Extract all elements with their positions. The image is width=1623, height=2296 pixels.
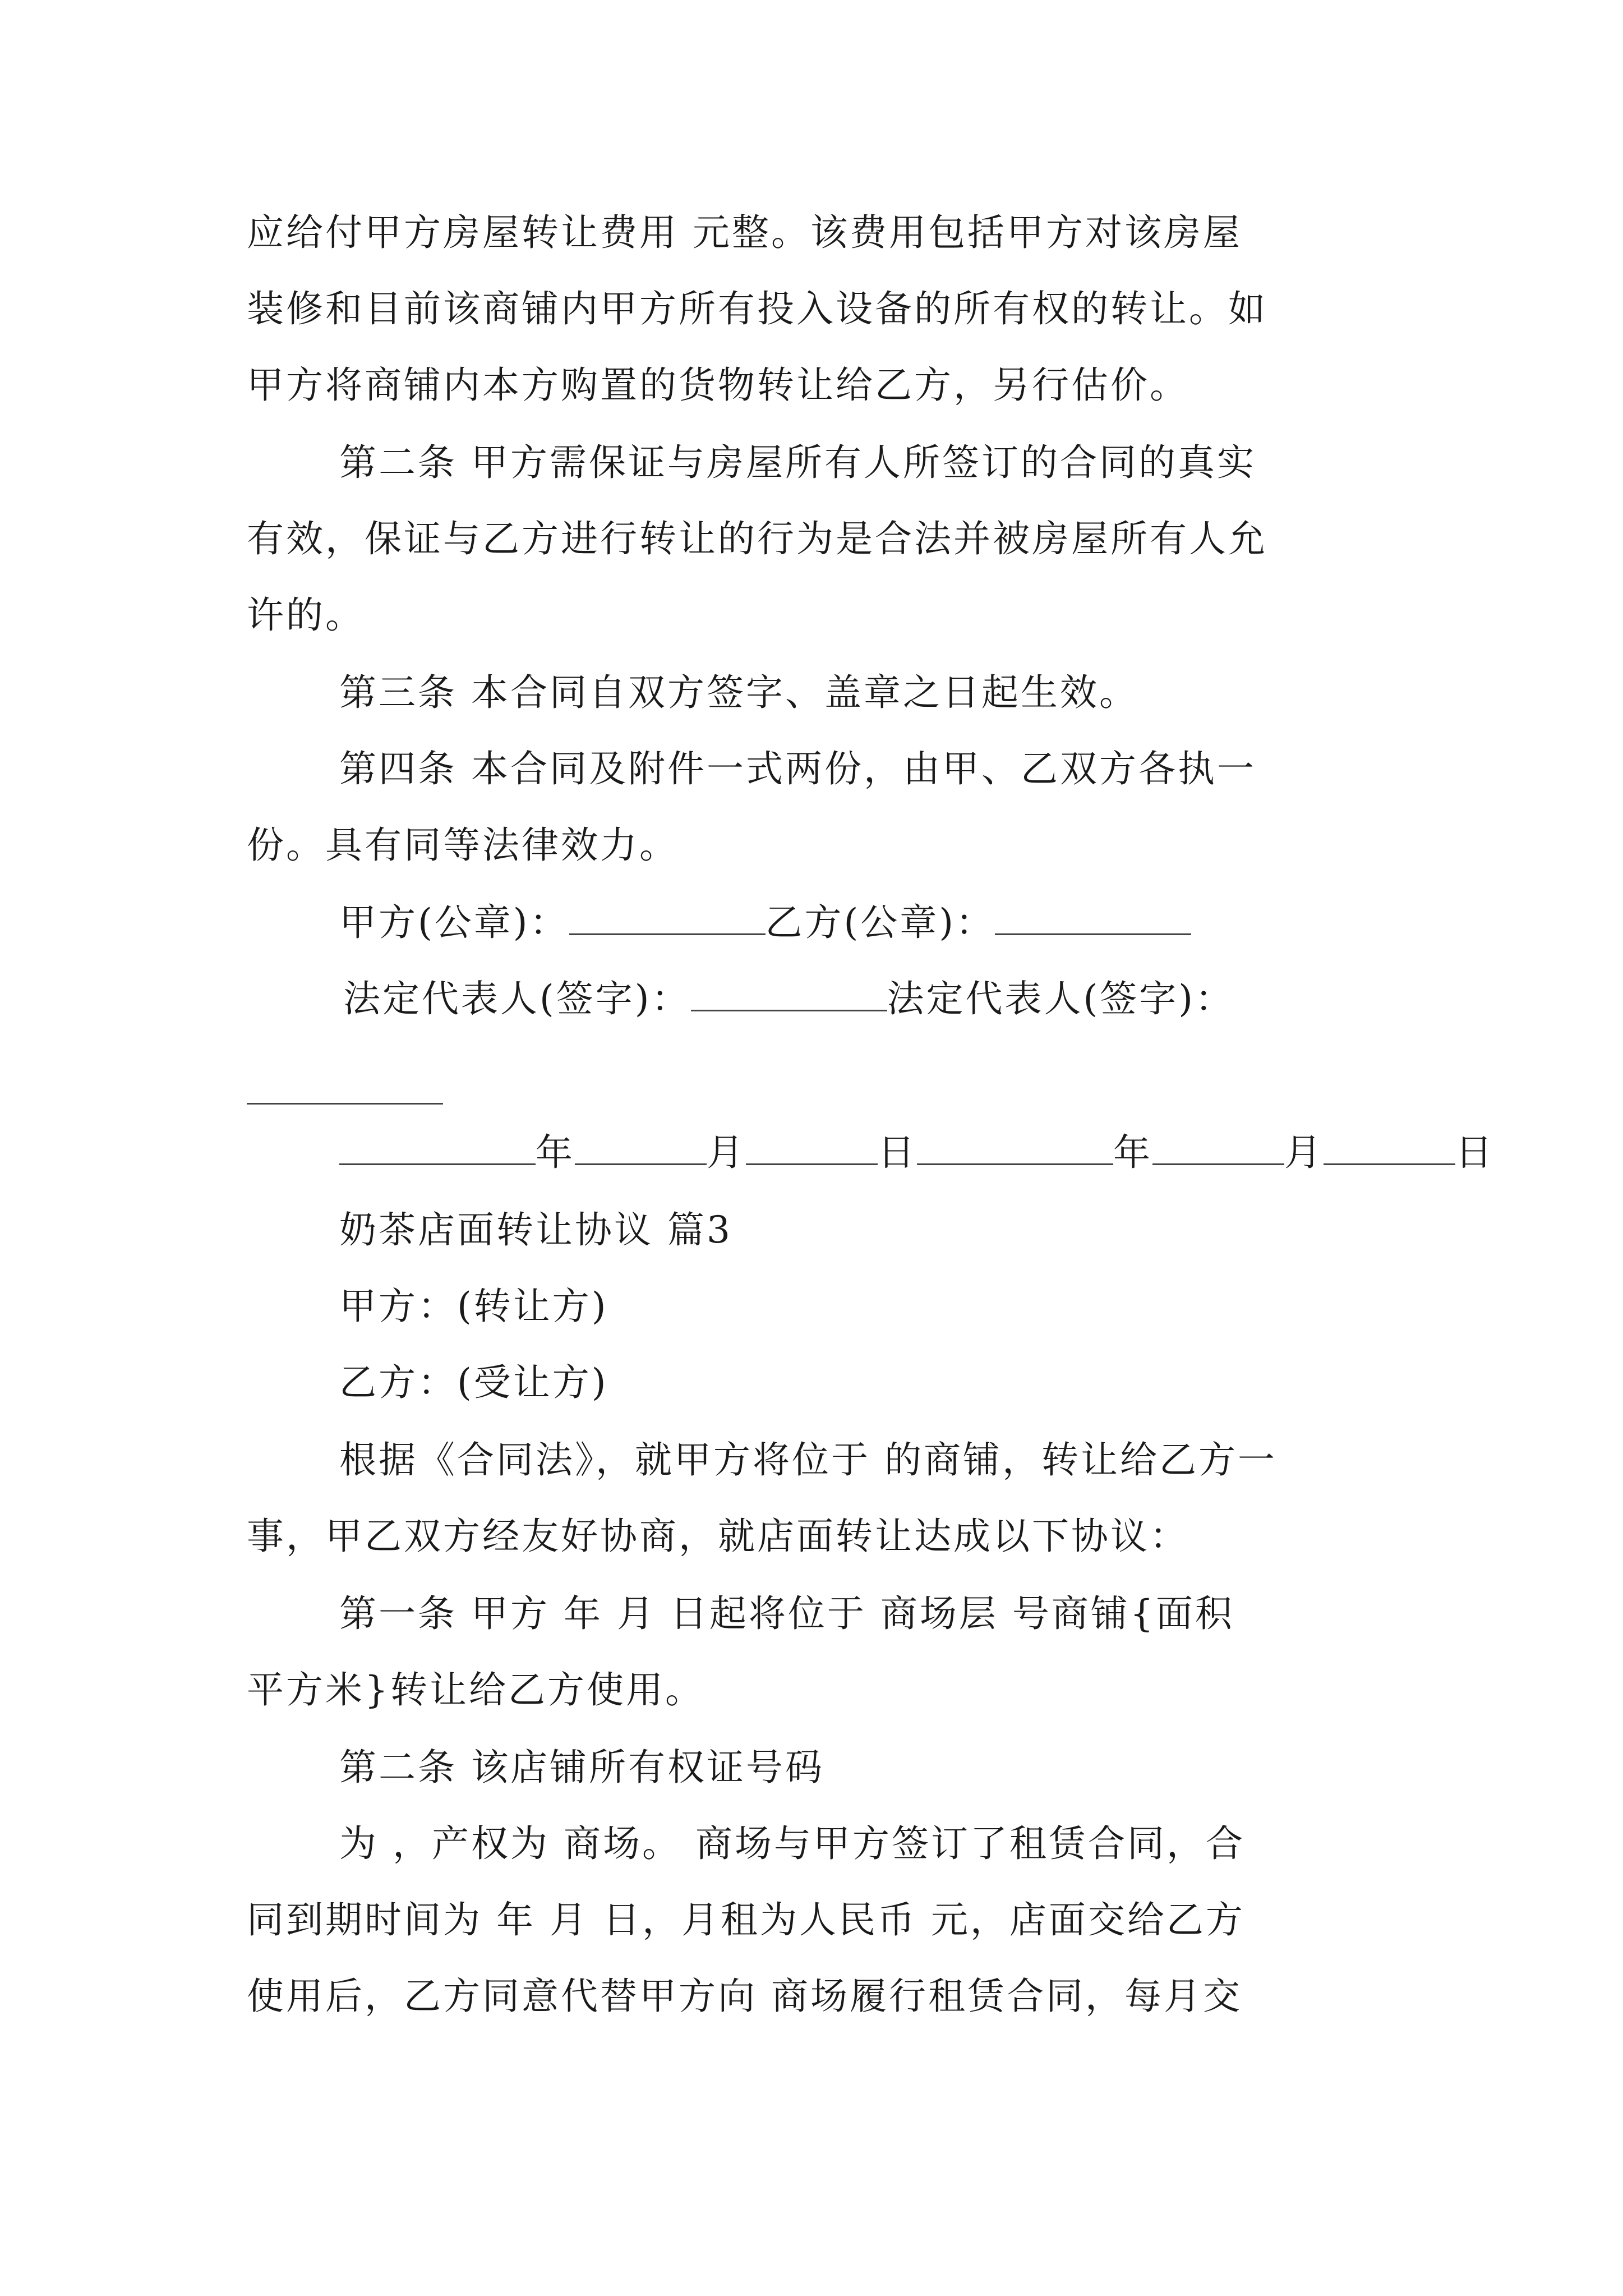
day-a-label: 日 [878,1131,917,1174]
paragraph-line: 甲方将商铺内本方购置的货物转让给乙方，另行估价。 [247,364,1189,407]
article-4-line: 第四条 本合同及附件一式两份，由甲、乙双方各执一 [339,747,1256,790]
paragraph-line: 事，甲乙双方经友好协商，就店面转让达成以下协议： [247,1515,1189,1558]
day-a-blank [746,1129,878,1165]
party-a-seal-blank [569,899,766,935]
section-heading: 奶茶店面转让协议 篇3 [339,1208,732,1251]
paragraph-line: 使用后，乙方同意代替甲方向 商场履行租赁合同，每月交 [247,1975,1242,2018]
month-a-label: 月 [707,1131,746,1174]
year-b-blank [917,1129,1113,1165]
party-a-line: 甲方：(转让方) [339,1285,608,1328]
article-2-line: 第二条 甲方需保证与房屋所有人所签订的合同的真实 [339,441,1256,484]
year-a-blank [339,1129,536,1165]
paragraph-line: 许的。 [247,593,365,637]
party-a-seal-label: 甲方(公章)： [339,901,569,944]
paragraph-line: 平方米}转让给乙方使用。 [247,1668,704,1711]
paragraph-line: 同到期时间为 年 月 日，月租为人民币 元，店面交给乙方 [247,1898,1245,1941]
paragraph-line: 有效，保证与乙方进行转让的行为是合法并被房屋所有人允 [247,517,1267,560]
paragraph-line: 份。具有同等法律效力。 [247,823,679,867]
year-b-label: 年 [1113,1131,1152,1174]
rep-a-blank [691,975,887,1011]
year-a-label: 年 [536,1131,575,1174]
paragraph-line: 应给付甲方房屋转让费用 元整。该费用包括甲方对该房屋 [247,211,1242,254]
article-3-line: 第三条 本合同自双方签字、盖章之日起生效。 [339,671,1138,714]
paragraph-line: 为 ，产权为 商场。 商场与甲方签订了租赁合同，合 [339,1822,1245,1865]
rep-b-label: 法定代表人(签字)： [887,977,1234,1020]
preamble-line: 根据《合同法》，就甲方将位于 的商铺，转让给乙方一 [339,1438,1277,1481]
date-line [339,1128,1495,1178]
rep-b-blank [247,1103,443,1105]
seal-line [339,898,1380,948]
month-a-blank [575,1129,707,1165]
month-b-blank [1152,1129,1284,1165]
paragraph-line: 装修和目前该商铺内甲方所有投入设备的所有权的转让。如 [247,287,1267,330]
article-2b-line: 第二条 该店铺所有权证号码 [339,1746,824,1789]
party-b-seal-blank [995,899,1191,935]
representative-line [343,974,1384,1024]
party-b-seal-label: 乙方(公章)： [765,901,995,944]
day-b-blank [1324,1129,1455,1165]
month-b-label: 月 [1284,1131,1324,1174]
article-1-line: 第一条 甲方 年 月 日起将位于 商场层 号商铺{面积 [339,1592,1234,1635]
party-b-line: 乙方：(受让方) [339,1361,608,1404]
day-b-label: 日 [1455,1131,1495,1174]
rep-a-label: 法定代表人(签字)： [343,977,691,1020]
